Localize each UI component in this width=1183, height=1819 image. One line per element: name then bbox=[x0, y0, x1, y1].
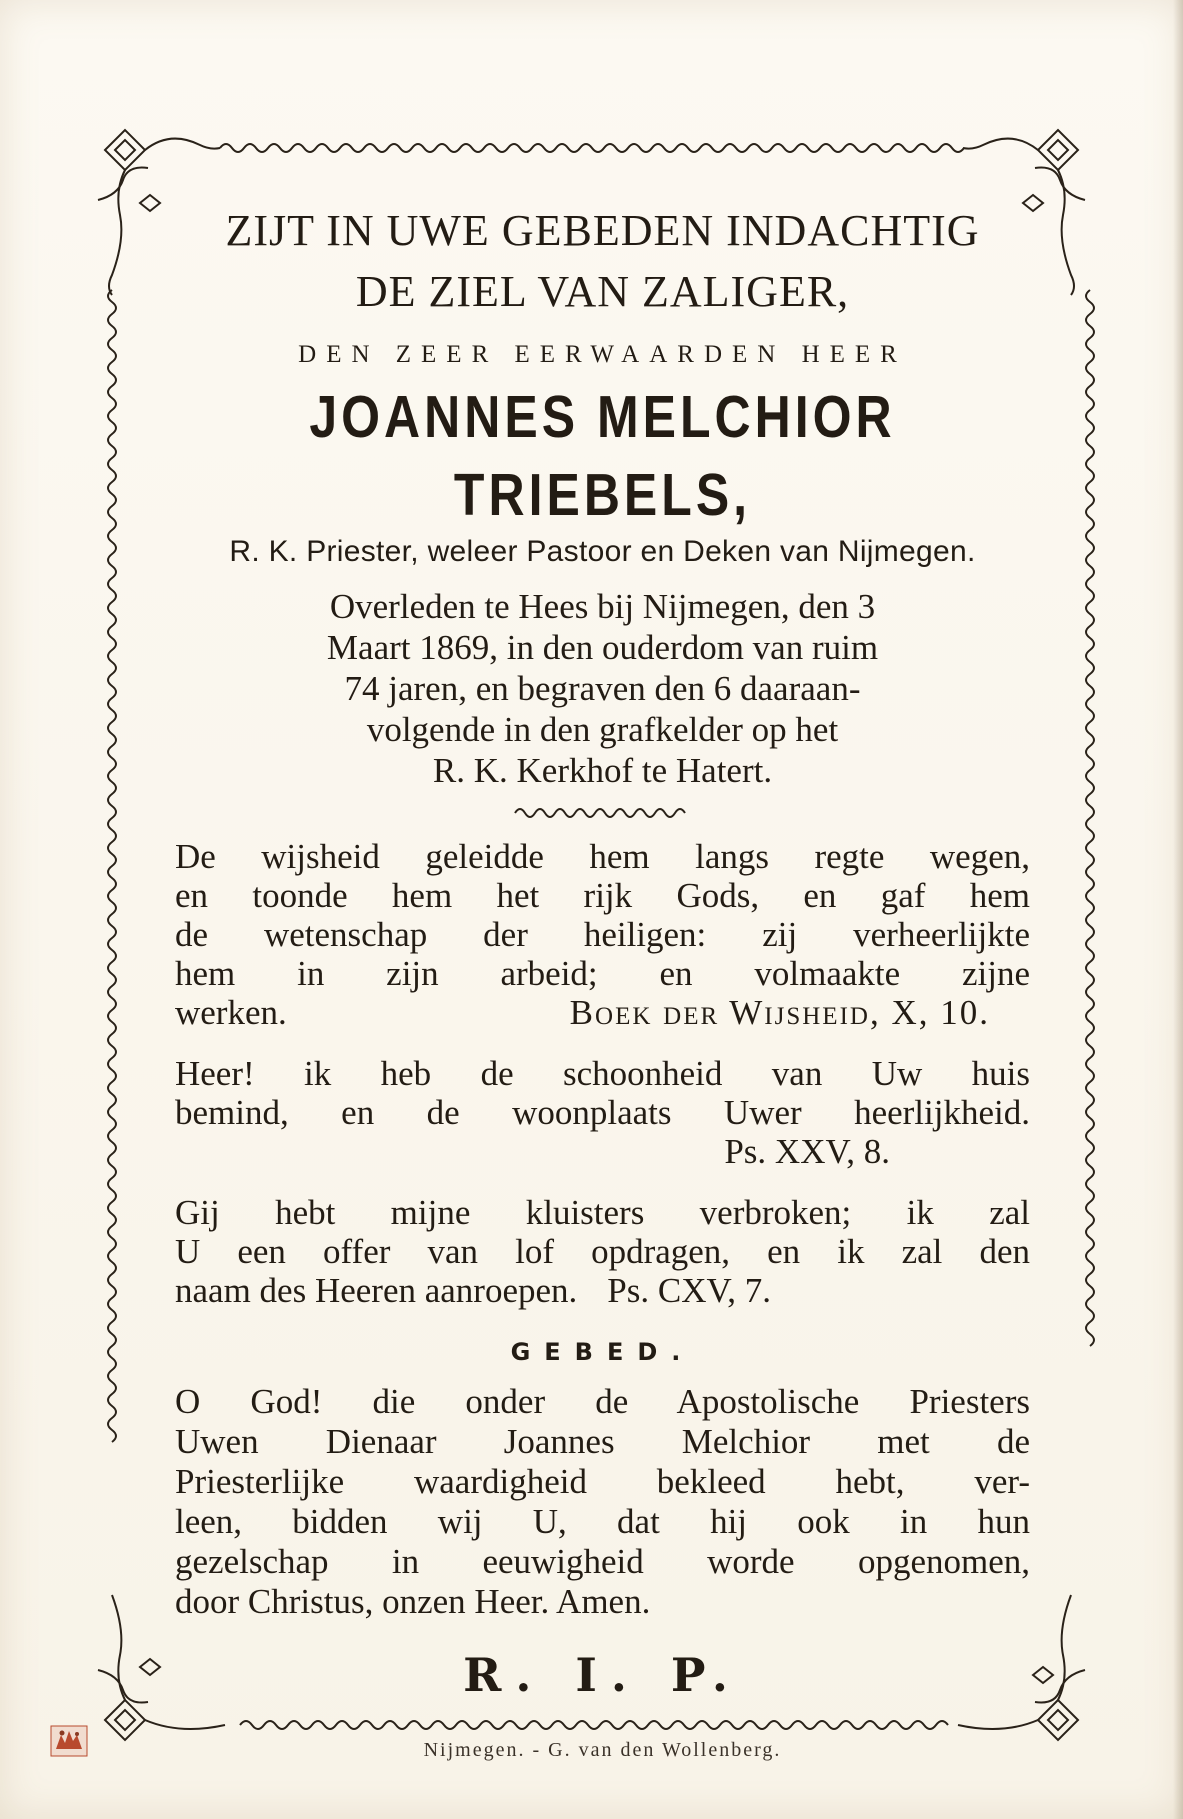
deceased-name: JOANNES MELCHIOR TRIEBELS, bbox=[309, 384, 896, 528]
obituary-line: Maart 1869, in den ouderdom van ruim bbox=[326, 628, 879, 667]
prayer-line: Uwen Dienaar Joannes Melchior met de bbox=[175, 1422, 1030, 1461]
printer-imprint: Nijmegen. - G. van den Wollenberg. bbox=[423, 1739, 782, 1761]
verse-line: en toonde hem het rijk Gods, en gaf hem bbox=[175, 876, 1030, 915]
verse-citation-row bbox=[175, 993, 1030, 1032]
prayer-line: leen, bidden wij U, dat hij ook in hun bbox=[175, 1502, 1030, 1541]
verse-line: Heer! ik heb de schoonheid van Uw huis bbox=[175, 1054, 1030, 1093]
obituary-text bbox=[175, 586, 1030, 791]
verse-line: bemind, en de woonplaats Uwer heerlijkheid. bbox=[175, 1093, 1030, 1132]
deceased-role: R. K. Priester, weleer Pastoor en Deken van Nijmegen. bbox=[229, 535, 976, 568]
verse-line: hem in zijn arbeid; en volmaakte zijne bbox=[175, 954, 1030, 993]
verse-wisdom bbox=[175, 837, 1030, 1032]
obituary-line: volgende in den grafkelder op het bbox=[366, 710, 839, 749]
verse-line: De wijsheid geleidde hem langs regte wegen, bbox=[175, 837, 1030, 876]
heading-line-2: DE ZIEL VAN ZALIGER, bbox=[355, 267, 850, 316]
honorific-title: DEN ZEER EERWAARDEN HEER bbox=[298, 341, 907, 368]
card-text bbox=[175, 200, 1030, 1770]
border-top-wave bbox=[220, 144, 964, 152]
verse-reference: Ps. XXV, 8. bbox=[724, 1132, 890, 1171]
obituary-line: R. K. Kerkhof te Hatert. bbox=[432, 751, 773, 790]
obituary-line: 74 jaren, en begraven den 6 daaraan- bbox=[344, 669, 861, 708]
prayer-line: O God! die onder de Apostolische Priesters bbox=[175, 1382, 1030, 1421]
verse-line: Gij hebt mijne kluisters verbroken; ik zal bbox=[175, 1193, 1030, 1232]
obituary-line: Overleden te Hees bij Nijmegen, den 3 bbox=[329, 587, 876, 626]
border-right-wave bbox=[1086, 290, 1094, 1346]
verse-line: de wetenschap der heiligen: zij verheerlijkte bbox=[175, 915, 1030, 954]
verse-reference: Ps. CXV, 7. bbox=[607, 1271, 772, 1310]
prayer-text bbox=[175, 1382, 1030, 1622]
verse-line: U een offer van lof opdragen, en ik zal den bbox=[175, 1232, 1030, 1271]
verse-line: werken. bbox=[175, 993, 287, 1032]
prayer-line: Priesterlijke waardigheid bekleed hebt, ver- bbox=[175, 1462, 1030, 1501]
prayer-line: gezelschap in eeuwigheid worde opgenomen, bbox=[175, 1542, 1030, 1581]
prayer-line: door Christus, onzen Heer. Amen. bbox=[175, 1582, 651, 1621]
rip-inscription: R. I. P. bbox=[463, 1648, 742, 1702]
verse-citation-row bbox=[175, 1271, 1030, 1310]
heading-line-1: ZIJT IN UWE GEBEDEN INDACHTIG bbox=[225, 206, 980, 255]
wavy-divider bbox=[513, 805, 693, 821]
verse-psalm-25 bbox=[175, 1054, 1030, 1171]
collection-stamp-icon bbox=[50, 1725, 88, 1757]
verse-reference: Boek der Wijsheid, X, 10. bbox=[569, 993, 990, 1032]
verse-psalm-115 bbox=[175, 1193, 1030, 1310]
border-left-wave bbox=[108, 290, 116, 1442]
prayer-heading: GEBED. bbox=[510, 1338, 695, 1366]
verse-line: naam des Heeren aanroepen. bbox=[175, 1271, 578, 1310]
